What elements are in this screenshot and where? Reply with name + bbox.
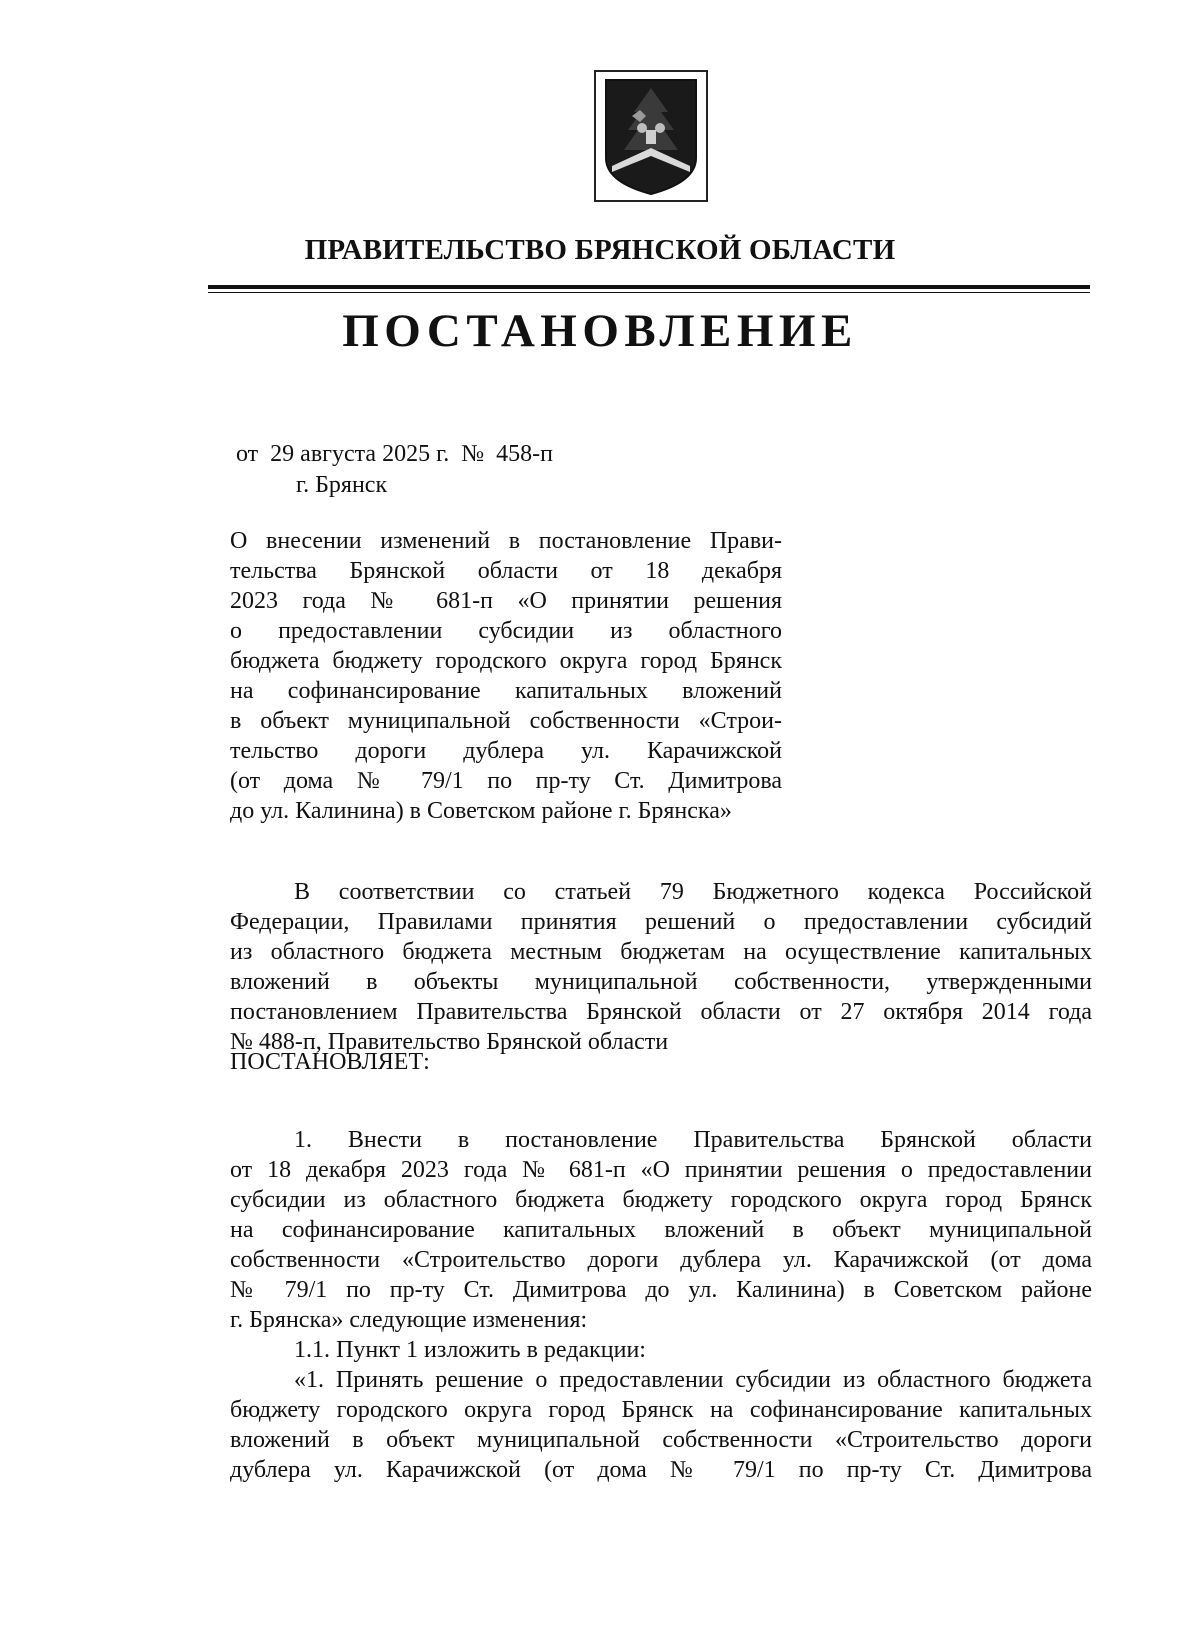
- preamble-paragraph: [230, 877, 1092, 1057]
- subject-line: до ул. Калинина) в Советском районе г. Брянска»: [230, 798, 732, 824]
- city: г. Брянск: [296, 472, 388, 498]
- item-line: вложений в объект муниципальной собственности «Строительство дороги: [230, 1427, 1092, 1453]
- item-line: г. Брянска» следующие изменения:: [230, 1307, 588, 1333]
- item-line: собственности «Строительство дороги дублера ул. Карачижской (от дома: [230, 1247, 1092, 1273]
- subject-line: на софинансирование капитальных вложений: [230, 678, 782, 704]
- subject-line: в объект муниципальной собственности «Строи-: [230, 708, 782, 734]
- item-line: бюджету городского округа город Брянск на софинансирование капитальных: [230, 1397, 1092, 1423]
- subject-line: О внесении изменений в постановление Прави-: [230, 528, 782, 554]
- document-subject: [230, 526, 782, 826]
- item-line: на софинансирование капитальных вложений в объект муниципальной: [230, 1217, 1092, 1243]
- date-and-number: от 29 августа 2025 г. № 458-п: [236, 441, 553, 467]
- preamble-line: постановлением Правительства Брянской области от 27 октября 2014 года: [230, 999, 1092, 1025]
- item-line: 1. Внести в постановление Правительства Брянской области: [294, 1127, 1092, 1153]
- organization-title: ПРАВИТЕЛЬСТВО БРЯНСКОЙ ОБЛАСТИ: [304, 234, 896, 266]
- document-type-title: ПОСТАНОВЛЕНИЕ: [342, 305, 858, 357]
- subject-line: бюджета бюджету городского округа город Брянск: [230, 648, 782, 674]
- item-line: субсидии из областного бюджета бюджету городского округа город Брянск: [230, 1187, 1092, 1213]
- subject-line: тельства Брянской области от 18 декабря: [230, 558, 782, 584]
- preamble-line: Федерации, Правилами принятия решений о предоставлении субсидий: [230, 909, 1092, 935]
- item-line: дублера ул. Карачижской (от дома № 79/1 по пр-ту Ст. Димитрова: [230, 1457, 1092, 1483]
- resolves-heading: ПОСТАНОВЛЯЕТ:: [230, 1049, 430, 1075]
- header-divider-thick: [208, 285, 1090, 289]
- header-divider-thin: [208, 292, 1090, 293]
- subject-line: (от дома № 79/1 по пр-ту Ст. Димитрова: [230, 768, 782, 794]
- item-line: от 18 декабря 2023 года № 681-п «О принятии решения о предоставлении: [230, 1157, 1092, 1183]
- preamble-line: вложений в объекты муниципальной собственности, утвержденными: [230, 969, 1092, 995]
- item-line: 1.1. Пункт 1 изложить в редакции:: [294, 1337, 646, 1363]
- preamble-line: из областного бюджета местным бюджетам на осуществление капитальных: [230, 939, 1092, 965]
- subject-line: тельство дороги дублера ул. Карачижской: [230, 738, 782, 764]
- preamble-line: В соответствии со статьей 79 Бюджетного кодекса Российской: [294, 879, 1092, 905]
- subject-line: о предоставлении субсидии из областного: [230, 618, 782, 644]
- item-1-paragraph: [230, 1125, 1092, 1485]
- subject-line: 2023 года № 681-п «О принятии решения: [230, 588, 782, 614]
- item-line: «1. Принять решение о предоставлении субсидии из областного бюджета: [294, 1367, 1092, 1393]
- coat-of-arms-icon: [594, 70, 708, 202]
- preamble-line: № 488-п, Правительство Брянской области: [230, 1029, 669, 1055]
- item-line: № 79/1 по пр-ту Ст. Димитрова до ул. Калинина) в Советском районе: [230, 1277, 1092, 1303]
